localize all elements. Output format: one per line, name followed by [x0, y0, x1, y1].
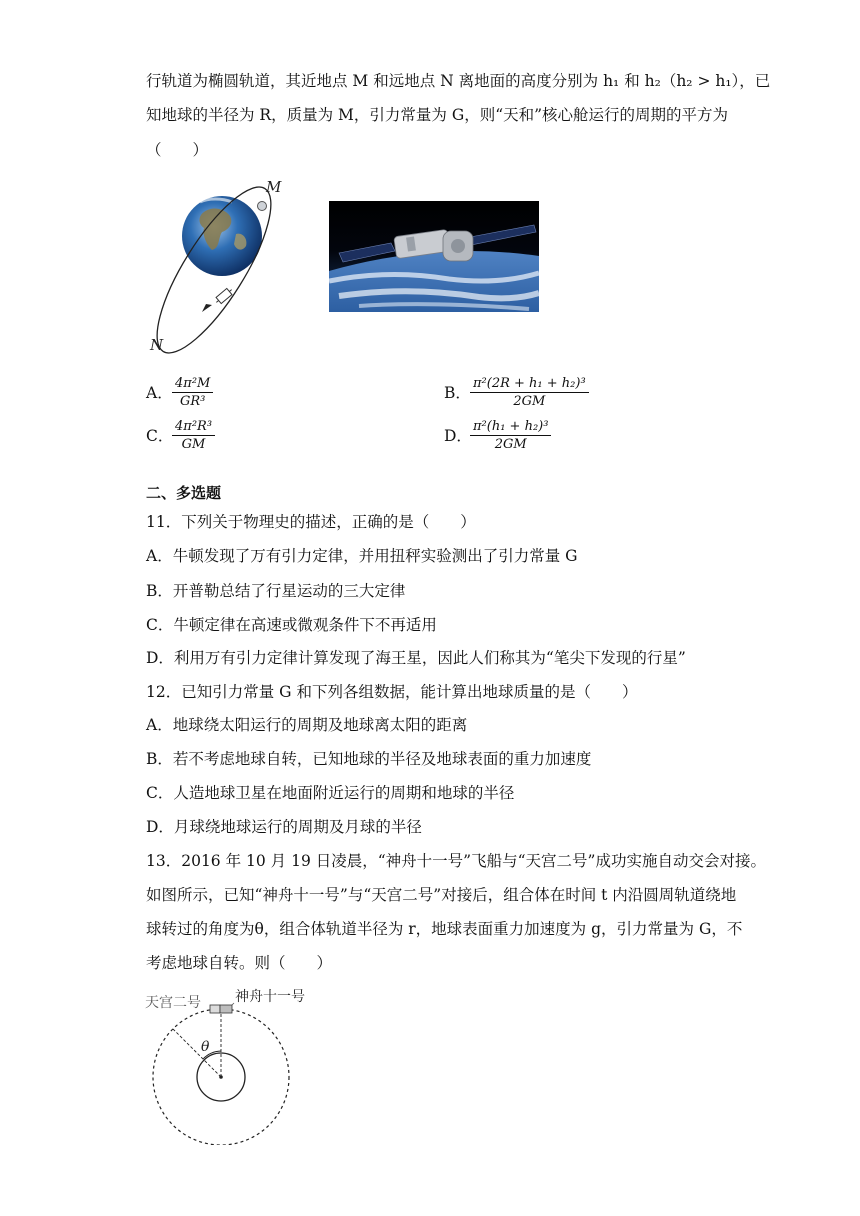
label-shenzhou: 神舟十一号: [235, 989, 305, 1005]
formula-fraction: $\frac{\text{4π²M}}{\text{GR³}}$: [172, 375, 213, 410]
combined-spacecraft-icon: [210, 1005, 232, 1013]
formula-fraction: $\frac{\text{π²(2R + h₁ + h₂)³}}{2GM}$: [470, 375, 589, 410]
q10-option-a[interactable]: [146, 375, 213, 410]
q11-option-c[interactable]: C．牛顿定律在高速或微观条件下不再适用: [146, 616, 437, 634]
option-label: A．: [146, 383, 173, 402]
space-station-photo: [329, 201, 539, 312]
q10-option-b[interactable]: [444, 375, 589, 410]
q13-stem-line-2: 如图所示，已知“神舟十一号”与“天宫二号”对接后，组合体在时间 t 内沿圆周轨道绕地: [146, 886, 737, 904]
option-label: B．: [444, 383, 471, 402]
orbit-direction-arrow-icon: [202, 304, 212, 312]
option-label: C．: [146, 426, 174, 445]
q11-option-d[interactable]: D．利用万有引力定律计算发现了海王星，因此人们称其为“笔尖下发现的行星”: [146, 649, 686, 667]
q10-option-c[interactable]: [146, 418, 215, 453]
orbit-docking-figure: [142, 985, 342, 1145]
section-heading-multiple-choice: 二、多选题: [146, 484, 222, 502]
point-m-marker: [258, 202, 267, 211]
q11-option-b[interactable]: B．开普勒总结了行星运动的三大定律: [146, 582, 406, 600]
q12-stem: 12．已知引力常量 G 和下列各组数据，能计算出地球质量的是（ ）: [146, 683, 638, 701]
q10-option-d[interactable]: [444, 418, 551, 453]
formula-fraction: $\frac{\text{π²(h₁ + h₂)³}}{2GM}$: [470, 418, 551, 453]
earth-orbit-figure: [142, 172, 292, 354]
q11-stem: 11．下列关于物理史的描述，正确的是（ ）: [146, 513, 476, 531]
formula-fraction: $\frac{\text{4π²R³}}{GM}$: [172, 418, 215, 453]
radius-line-angled: [173, 1029, 221, 1077]
q10-stem-line-1: 行轨道为椭圆轨道，其近地点 M 和远地点 N 离地面的高度分别为 h₁ 和 h₂（h₂ > h₁），已: [146, 72, 771, 90]
q12-option-a[interactable]: A．地球绕太阳运行的周期及地球离太阳的距离: [146, 716, 468, 734]
q11-option-a[interactable]: A．牛顿发现了万有引力定律，并用扭秤实验测出了引力常量 G: [146, 547, 578, 565]
q12-option-b[interactable]: B．若不考虑地球自转，已知地球的半径及地球表面的重力加速度: [146, 750, 592, 768]
q13-stem-line-3: 球转过的角度为θ，组合体轨道半径为 r，地球表面重力加速度为 g，引力常量为 G，不: [146, 920, 743, 938]
angle-theta-label: θ: [201, 1039, 210, 1055]
q12-option-c[interactable]: C．人造地球卫星在地面附近运行的周期和地球的半径: [146, 784, 515, 802]
q13-stem-line-4: 考虑地球自转。则（ ）: [146, 954, 333, 972]
q12-option-d[interactable]: D．月球绕地球运行的周期及月球的半径: [146, 818, 422, 836]
label-m: M: [266, 178, 282, 196]
label-n: N: [150, 336, 164, 354]
earth-icon: [182, 196, 262, 276]
spacecraft-icon: [214, 287, 234, 306]
option-label: D．: [444, 426, 472, 445]
q10-stem-line-3: （ ）: [146, 141, 209, 159]
label-tiangong: 天宫二号: [145, 995, 201, 1011]
q10-stem-line-2: 知地球的半径为 R，质量为 M，引力常量为 G，则“天和”核心舱运行的周期的平方为: [146, 106, 729, 124]
q13-stem-line-1: 13．2016 年 10 月 19 日凌晨，“神舟十一号”飞船与“天宫二号”成功实施自动交会对接。: [146, 852, 766, 870]
